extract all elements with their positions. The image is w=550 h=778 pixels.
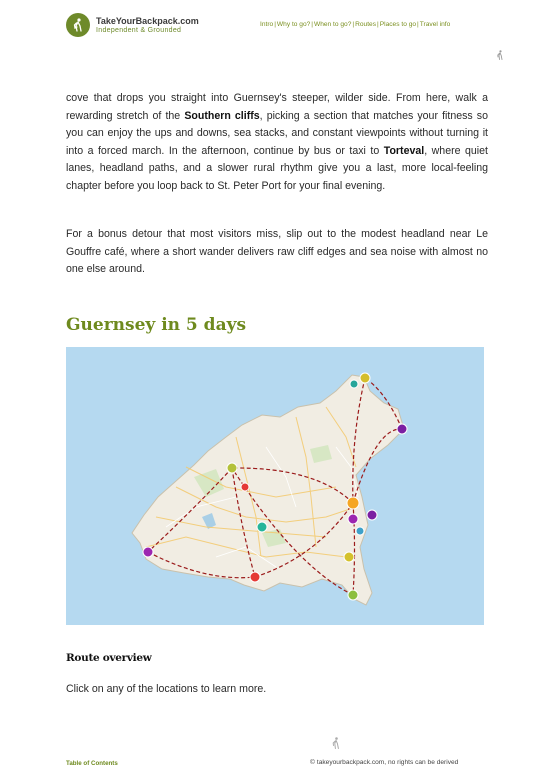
route-map[interactable] — [66, 347, 484, 625]
map-marker[interactable] — [360, 373, 370, 383]
map-marker[interactable] — [356, 527, 364, 535]
copyright-symbol: © — [310, 759, 315, 766]
page-header — [0, 0, 550, 46]
table-of-contents-link[interactable]: Table of Contents — [66, 760, 118, 767]
nav-separator: | — [352, 21, 355, 28]
torteval-link[interactable]: Torteval — [383, 144, 425, 157]
map-marker[interactable] — [250, 572, 260, 582]
route-instruction: Click on any of the locations to learn more. — [66, 683, 267, 695]
itinerary-paragraph — [66, 90, 488, 195]
map-marker[interactable] — [347, 497, 359, 509]
nav-item-travel-info[interactable]: Travel info — [419, 21, 451, 28]
copyright-notice — [310, 759, 458, 766]
section-heading: Guernsey in 5 days — [66, 315, 247, 335]
nav-separator: | — [274, 21, 276, 28]
copyright-text: takeyourbackpack.com, no rights can be derived — [316, 759, 459, 766]
nav-item-routes[interactable]: Routes — [355, 21, 377, 28]
map-marker[interactable] — [143, 547, 153, 557]
paragraph-text: , picking a section that matches your fitness so you can enjoy the ups and downs, sea stacks, and constant viewpoints without turning it into a forced march. In the afternoon, continue by bus or taxi to — [66, 109, 488, 157]
paragraph-text: cove that drops you straight into Guernsey's steeper, wilder side. From here, walk a rewarding stretch of the — [66, 92, 488, 122]
nav-separator: | — [311, 21, 313, 28]
bonus-detour-paragraph: For a bonus detour that most visitors miss, slip out to the modest headland near Le Gouffre café, where a short wander delivers raw cliff edges and sea noise with almost no one else around. — [66, 228, 488, 275]
map-marker[interactable] — [241, 483, 249, 491]
map-marker[interactable] — [348, 590, 358, 600]
map-marker[interactable] — [348, 514, 358, 524]
nav-item-why-to-go[interactable]: Why to go? — [276, 21, 311, 28]
map-marker[interactable] — [367, 510, 377, 520]
route-overview-heading: Route overview — [66, 652, 152, 664]
paragraph-text: , where quiet lanes, headland paths, and a slower rural rhythm give you a last, more local-feeling chapter before you loop back to St. Peter Port for your final evening. — [66, 144, 488, 192]
map-marker[interactable] — [350, 380, 358, 388]
hiker-icon — [331, 736, 341, 754]
map-marker[interactable] — [257, 522, 267, 532]
nav-item-places-to-go[interactable]: Places to go — [379, 21, 417, 28]
nav-item-intro[interactable]: Intro — [260, 21, 274, 28]
top-navigation — [260, 21, 450, 28]
southern-cliffs-link[interactable]: Southern cliffs — [184, 109, 260, 122]
backpacker-logo-icon — [66, 13, 90, 37]
nav-item-when-to-go[interactable]: When to go? — [314, 21, 352, 28]
hiker-icon — [496, 47, 504, 65]
brand-logo[interactable] — [66, 13, 199, 37]
island-shape — [132, 375, 404, 605]
map-marker[interactable] — [397, 424, 407, 434]
map-marker[interactable] — [227, 463, 237, 473]
brand-tagline: Independent & Grounded — [96, 26, 182, 34]
map-marker[interactable] — [344, 552, 354, 562]
nav-separator: | — [417, 21, 419, 28]
nav-separator: | — [377, 21, 379, 28]
brand-name: TakeYourBackpack.com — [96, 15, 199, 26]
